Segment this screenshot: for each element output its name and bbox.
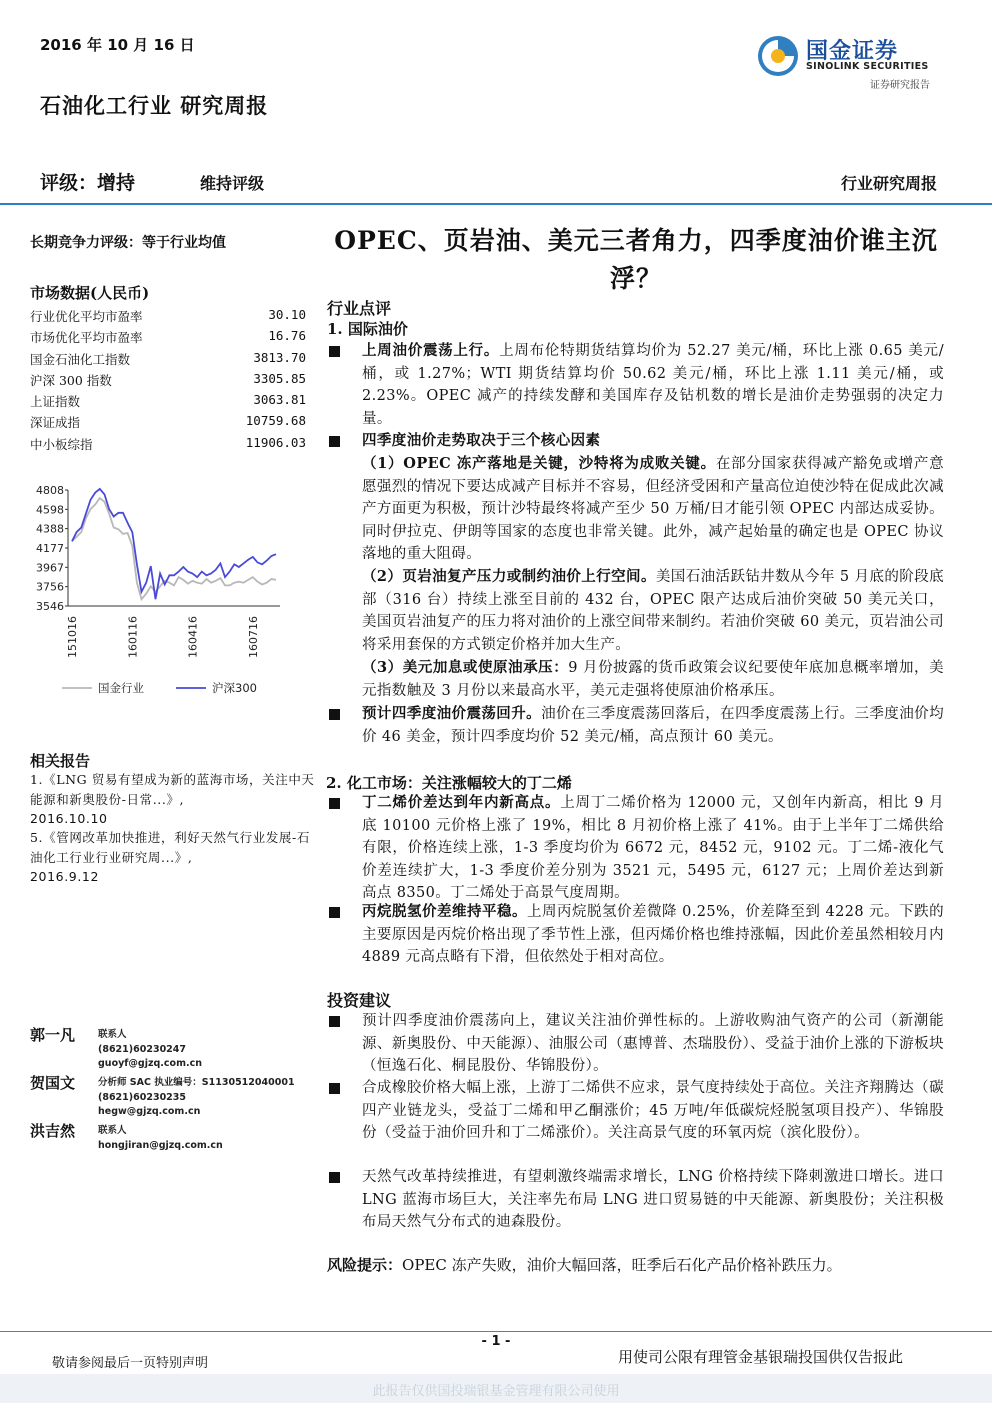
bullet-oil-price: [362, 340, 944, 430]
bullet-text: 上周丙烷脱氢价差微降 0.25%，价差降至到 4228 元。下跌的主要原因是丙烷价格出现了季节性上涨，但丙烯价格也维持涨幅，因此价差虽然相较月内 4889 元高点略有下滑，但依然处于相对高位。: [362, 904, 944, 966]
rating-row: [40, 168, 940, 198]
market-data-title: 市场数据(人民币): [30, 284, 150, 302]
market-data-row: [30, 411, 306, 432]
bullet-icon: [329, 709, 340, 720]
author-contact: [98, 1028, 202, 1072]
market-data-table: [30, 305, 306, 454]
section-heading-review: 行业点评: [327, 299, 392, 318]
market-data-value: 16.76: [268, 328, 306, 344]
page-number: - 1 -: [481, 1334, 511, 1349]
footer-divider: [0, 1331, 992, 1332]
market-data-row: [30, 348, 306, 369]
market-data-row: [30, 326, 306, 347]
watermark: 此报告仅供国投瑞银基金管理有限公司使用: [372, 1384, 620, 1399]
section-heading-investment: 投资建议: [327, 991, 392, 1010]
rating-action: 维持评级: [200, 174, 265, 193]
market-data-row: [30, 433, 306, 454]
chart-y-tick-label: 3546: [36, 600, 64, 613]
author-phone: (8621)60230247: [98, 1043, 187, 1055]
factor-lead: （2）页岩油复产压力或制约油价上行空间。: [362, 568, 656, 585]
chart-x-tick-label: 160116: [126, 616, 140, 658]
bullet-icon: [329, 1172, 340, 1183]
bullet-text: 油价在三季度震荡回落后，在四季度震荡上行。三季度油价均价 46 美金，预计四季度均价 52 美元/桶，高点预计 60 美元。: [362, 706, 944, 745]
bullet-lead: 四季度油价走势取决于三个核心因素: [362, 432, 601, 449]
market-data-row: [30, 305, 306, 326]
sinolink-logo: [756, 30, 956, 94]
bullet-lead: 上周油价震荡上行。: [362, 342, 500, 359]
report-title: OPEC、页岩油、美元三者角力，四季度油价谁主沉浮？: [334, 226, 938, 293]
author-role: 联系人: [98, 1029, 127, 1040]
header-divider: [0, 203, 992, 205]
factor-text: 9 月份披露的货币政策会议纪要使年底加息概率增加，美元指数触及 3 月份以来最高水平，美元走强将使原油价格承压。: [362, 660, 944, 699]
author-email[interactable]: guoyf@gjzq.com.cn: [98, 1058, 202, 1069]
related-report-text[interactable]: 1.《LNG 贸易有望成为新的蓝海市场，关注中天能源和新奥股份-日常...》,: [30, 772, 315, 807]
risk-warning: [327, 1254, 842, 1275]
market-data-value: 3063.81: [253, 392, 306, 408]
chart-x-tick-label: 160416: [186, 616, 200, 658]
long-term-rating: 长期竞争力评级：等于行业均值: [30, 235, 226, 251]
chart-series-line-0: [72, 498, 276, 599]
related-report-text[interactable]: 5.《管网改革加快推进，利好天然气行业发展-石油化工行业行业研究周...》,: [30, 830, 310, 865]
market-data-label: 市场优化平均市盈率: [30, 330, 143, 346]
bullet-text: 上周丁二烯价格为 12000 元，又创年内新高，相比 9 月底 10100 元价格上涨了 19%，相比 8 月初价格上涨了 41%。由于上半年丁二烯供给有限，价格连续上涨，1-3 季度均价为 6672 元，8452 元，9102 元。丁二烯-液化气价差连续扩大，1-3 季度价差分别为 3521 元，5495 元，6127 元；上周价差达到新高点 8350。丁二烯处于高景气度周期。: [362, 795, 944, 902]
market-data-row: [30, 369, 306, 390]
factor-usd: [362, 657, 944, 702]
author-name: 贺国文: [30, 1074, 76, 1092]
author-contact: [98, 1124, 223, 1153]
bullet-q4-forecast: [362, 703, 944, 748]
market-data-label: 上证指数: [30, 394, 81, 410]
bullet-q4-factors: [362, 430, 944, 453]
logo-english-name: SINOLINK SECURITIES: [806, 61, 929, 72]
market-data-row: [30, 390, 306, 411]
chart-y-tick-label: 4177: [36, 542, 64, 555]
chart-legend-label: 沪深300: [212, 681, 257, 695]
bullet-text: 上周布伦特期货结算均价为 52.27 美元/桶，环比上涨 0.65 美元/桶，或 1.27%；WTI 期货结算均价 50.62 美元/桶，环比上涨 1.11 美元/桶，或 2.23%。OPEC 减产的持续发酵和美国库存及钻机数的增长是油价走势强弱的决定力量。: [362, 343, 944, 427]
factor-opec: [362, 453, 944, 566]
market-data-label: 国金石油化工指数: [30, 351, 131, 367]
chart-series-line-1: [72, 489, 276, 599]
investment-item: 天然气改革持续推进，有望刺激终端需求增长，LNG 价格持续下降刺激进口增长。进口 LNG 蓝海市场巨大，关注率先布局 LNG 进口贸易链的中天能源、新奥股份；关注积极布局天然气分布式的迪森股份。: [362, 1169, 944, 1231]
related-report-item[interactable]: [30, 828, 318, 887]
chart-x-tick-label: 160716: [246, 616, 260, 658]
factor-shale: [362, 566, 944, 656]
investment-item: 合成橡胶价格大幅上涨，上游丁二烯供不应求，景气度持续处于高位。关注齐翔腾达（碳四产业链龙头，受益丁二烯和甲乙酮涨价；45 万吨/年低碳烷烃脱氢项目投产）、华锦股份（受益于油价回升和丁二烯涨价）。关注高景气度的环氧丙烷（滨化股份）。: [362, 1080, 944, 1142]
market-data-label: 深证成指: [30, 415, 81, 431]
market-data-value: 11906.03: [245, 434, 306, 450]
bullet-butadiene: [362, 792, 944, 905]
author-role: 分析师 SAC 执业编号：S1130512040001: [98, 1077, 295, 1088]
bullet-lead: 预计四季度油价震荡回升。: [362, 705, 542, 722]
author-contact: [98, 1076, 295, 1120]
author-phone: (8621)60230235: [98, 1091, 187, 1103]
factor-lead: （3）美元加息或使原油承压：: [362, 659, 569, 676]
bullet-lead: 丁二烯价差达到年内新高点。: [362, 794, 561, 811]
footer-note: 用使司公限有理管金基银瑞投国供仅告报此: [618, 1348, 904, 1366]
author-name: 郭一凡: [30, 1026, 76, 1044]
bullet-icon: [329, 798, 340, 809]
author-name: 洪吉然: [30, 1122, 76, 1140]
subsection-heading-chemicals: 2. 化工市场：关注涨幅较大的丁二烯: [326, 774, 572, 792]
bullet-icon: [329, 1016, 340, 1027]
chart-y-tick-label: 3756: [36, 580, 64, 594]
market-data-label: 中小板综指: [30, 436, 93, 452]
index-line-chart: [28, 476, 288, 706]
author-role: 联系人: [98, 1125, 127, 1136]
chart-x-tick-label: 151016: [66, 616, 79, 658]
logo-chinese-name: 国金证券: [806, 39, 899, 64]
market-data-value: 3813.70: [253, 349, 306, 365]
bullet-icon: [329, 907, 340, 918]
chart-y-tick-label: 4808: [36, 484, 64, 497]
bullet-lead: 丙烷脱氢价差维持平稳。: [362, 903, 528, 920]
risk-label: 风险提示：: [327, 1256, 403, 1274]
report-type: 行业研究周报: [840, 174, 937, 193]
rating-label: 评级：增持: [40, 172, 136, 194]
factor-lead: （1）OPEC 冻产落地是关键，沙特将为成败关键。: [362, 455, 716, 472]
author-email[interactable]: hongjiran@gjzq.com.cn: [98, 1139, 223, 1151]
logo-subtitle: 证券研究报告: [870, 80, 930, 91]
factor-text: 在部分国家获得减产豁免或增产意愿强烈的情况下要达成减产目标并不容易，但经济受困和产量高位迫使沙特在促成此次减产方面更为积极，预计沙特最终将减产至少 50 万桶/日才能引领 OPEC 内部达成妥协。同时伊拉克、伊朗等国家的态度也非常关键。此外，减产起始量的确定也是 OPEC 协议落地的重大阻碍。: [362, 456, 945, 563]
report-date: 2016 年 10 月 16 日: [40, 36, 195, 54]
chart-y-tick-label: 3967: [36, 561, 64, 575]
chart-legend-label: 国金行业: [98, 681, 144, 695]
market-data-value: 30.10: [268, 307, 306, 322]
related-reports-title: 相关报告: [30, 752, 91, 770]
investment-item: 预计四季度油价震荡向上，建议关注油价弹性标的。上游收购油气资产的公司（新潮能源、新奥股份、中天能源）、油服公司（惠博普、杰瑞股份）、受益于油价上涨的下游板块（恒逸石化、桐昆股份、华锦股份）。: [362, 1013, 944, 1075]
author-email[interactable]: hegw@gjzq.com.cn: [98, 1106, 201, 1117]
market-data-value: 10759.68: [245, 413, 306, 429]
bullet-icon: [329, 1083, 340, 1094]
related-report-item[interactable]: [30, 770, 318, 829]
chart-y-tick-label: 4598: [36, 503, 64, 517]
risk-text: OPEC 冻产失败，油价大幅回落，旺季后石化产品价格补跌压力。: [402, 1256, 842, 1274]
subsection-heading-oil: 1. 国际油价: [327, 320, 408, 338]
chart-y-tick-label: 4388: [36, 522, 64, 536]
bullet-icon: [329, 436, 340, 447]
bullet-icon: [329, 346, 340, 357]
footer-disclaimer: 敬请参阅最后一页特别声明: [52, 1356, 209, 1371]
related-report-date: 2016.10.10: [30, 811, 108, 826]
market-data-label: 行业优化平均市盈率: [30, 309, 143, 324]
market-data-value: 3305.85: [253, 370, 306, 386]
industry-title: 石油化工行业 研究周报: [40, 93, 269, 118]
market-data-label: 沪深 300 指数: [30, 372, 112, 388]
related-report-date: 2016.9.12: [30, 869, 100, 884]
bullet-pdh: [362, 901, 944, 969]
logo-mark-icon: [756, 34, 800, 78]
factor-text: 美国石油活跃钻井数从今年 5 月底的阶段底部（316 台）持续上涨至目前的 432 台，OPEC 限产达成后油价突破 50 美元关口，美国页岩油复产的压力将对油价的上涨空间带来制约。若油价突破 60 美元，页岩油公司将采用套保的方式锁定价格并加大生产。: [362, 569, 945, 653]
